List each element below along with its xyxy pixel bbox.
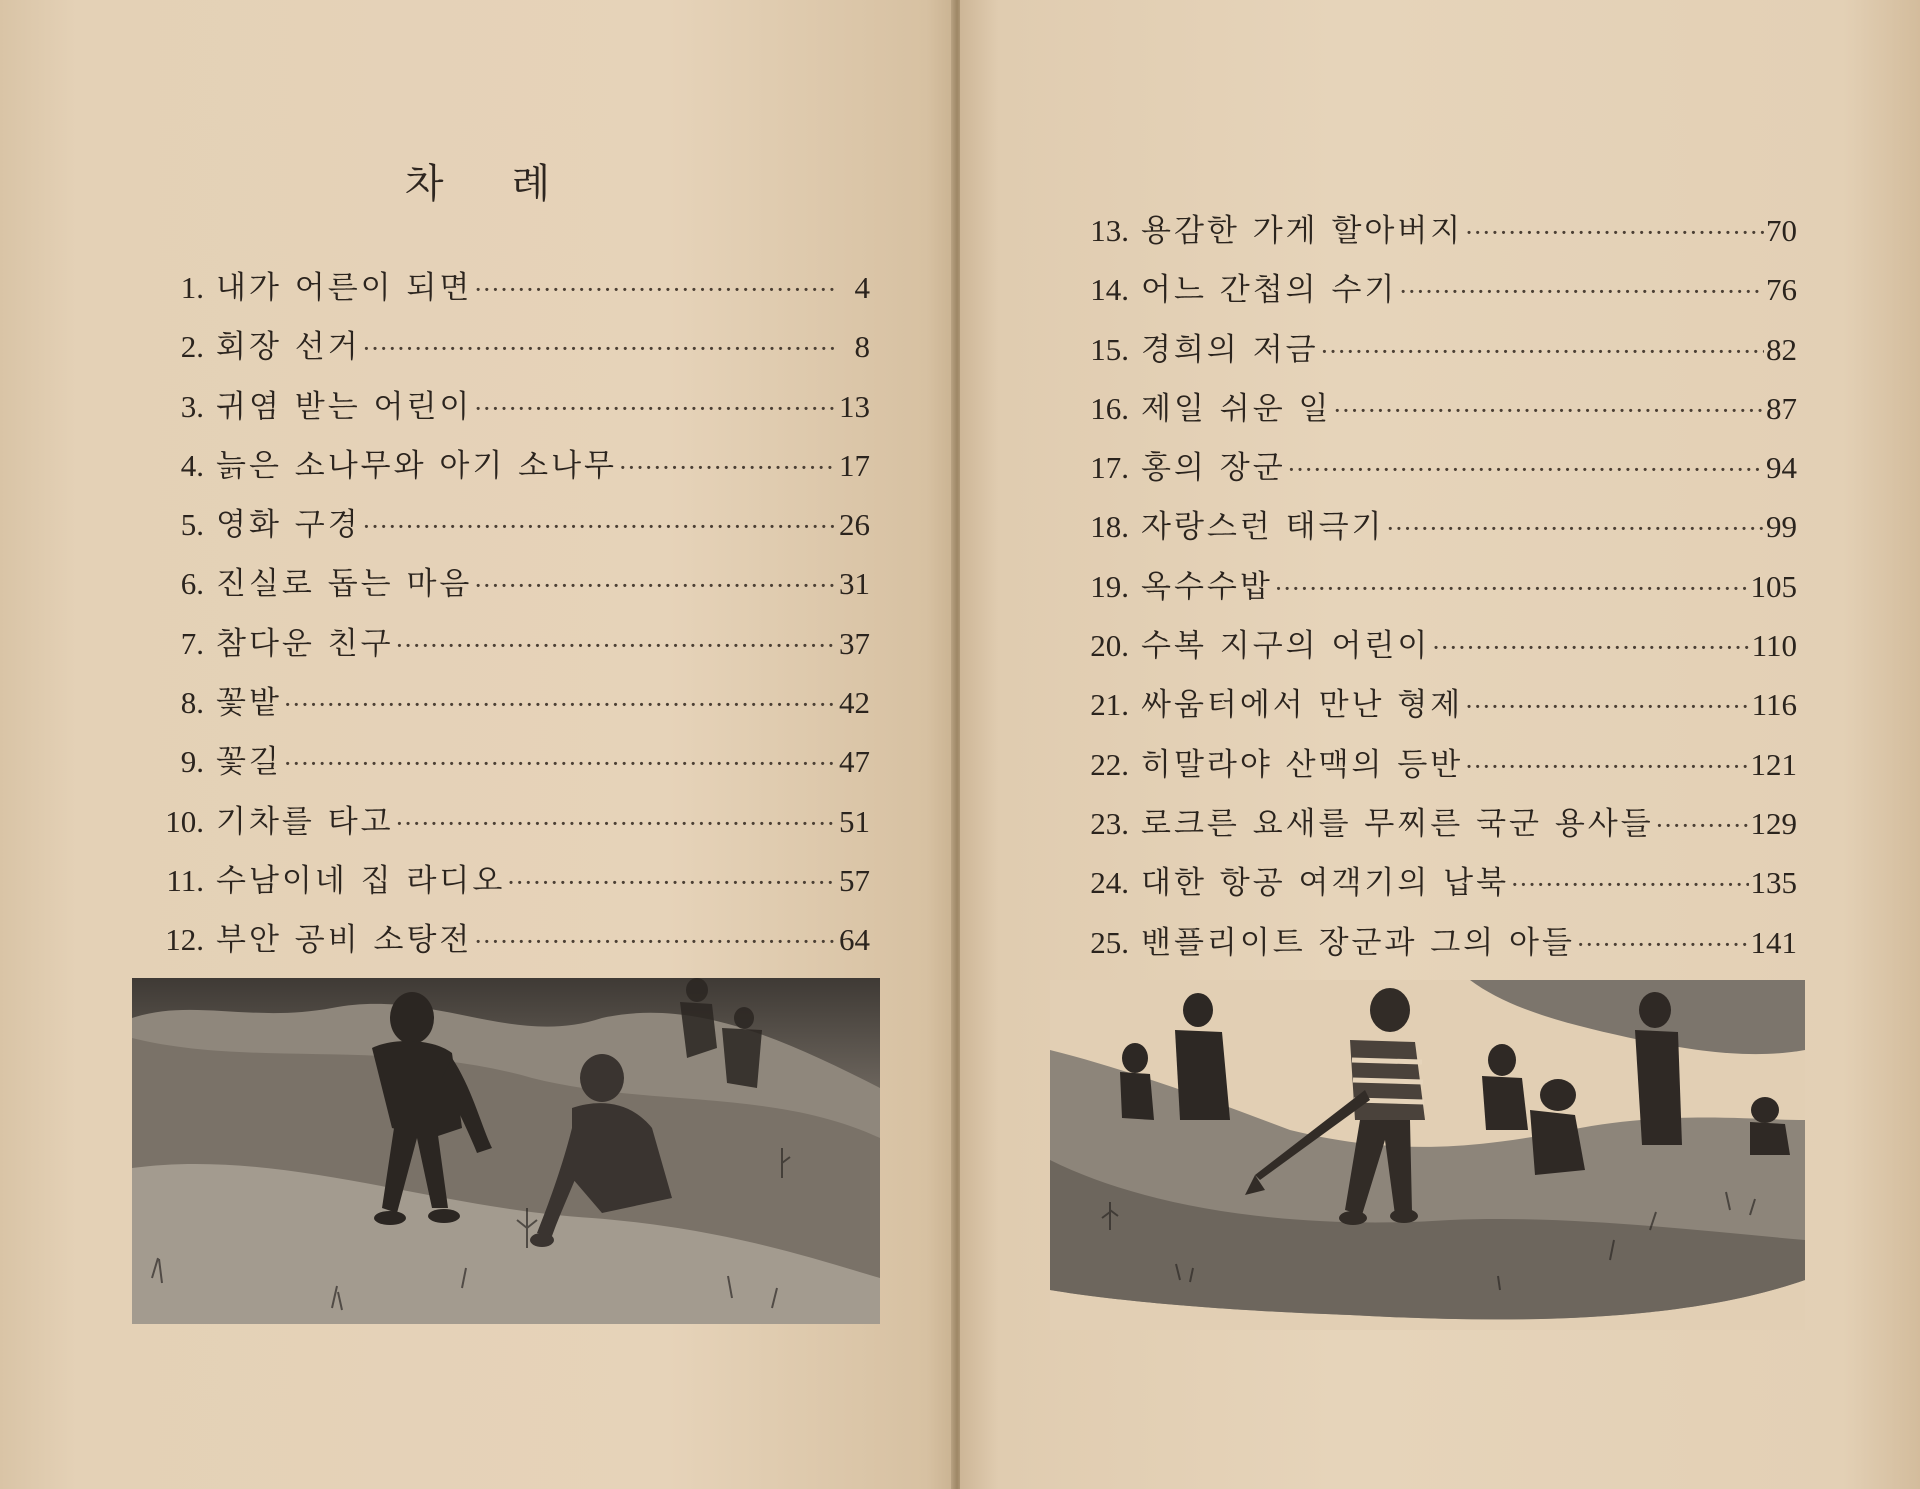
entry-title: 대한 항공 여객기의 납북 <box>1141 865 1510 902</box>
entry-number: 16. <box>1090 390 1129 426</box>
entry-number: 8. <box>180 685 204 721</box>
leader-dots <box>1465 753 1748 781</box>
entry-page: 94 <box>1766 450 1797 486</box>
toc-entry <box>1055 857 1797 916</box>
entry-title: 용감한 가게 할아버지 <box>1141 213 1464 249</box>
entry-number: 22. <box>1090 746 1129 782</box>
entry-title: 홍의 장군 <box>1141 450 1286 487</box>
entry-title: 부안 공비 소탕전 <box>216 922 473 959</box>
entry-number: 10. <box>165 803 204 839</box>
leader-dots <box>1432 634 1749 662</box>
entry-number: 4. <box>180 447 204 483</box>
entry-number: 13. <box>1090 213 1129 248</box>
leader-dots <box>284 691 837 719</box>
toc-heading-part-1: 차 <box>404 161 444 207</box>
toc-entry <box>130 736 870 795</box>
entry-number: 15. <box>1090 331 1129 367</box>
leader-dots <box>363 513 837 541</box>
entry-title: 영화 구경 <box>216 507 361 544</box>
leader-dots <box>619 454 837 482</box>
entry-page: 37 <box>839 625 870 661</box>
entry-title: 밴플리이트 장군과 그의 아들 <box>1141 924 1575 961</box>
entry-page: 42 <box>839 685 870 721</box>
toc-entry <box>130 855 870 914</box>
leader-dots <box>1465 693 1749 721</box>
entry-title: 참다운 친구 <box>216 625 394 662</box>
entry-title: 자랑스런 태극기 <box>1141 509 1385 546</box>
entry-title: 어느 간첩의 수기 <box>1141 272 1398 309</box>
entry-number: 23. <box>1090 805 1129 841</box>
toc-entry <box>1055 739 1797 798</box>
tree-planting-illustration-right <box>1050 980 1805 1330</box>
entry-page: 4 <box>854 270 870 305</box>
toc-list-right <box>1055 205 1797 976</box>
entry-number: 21. <box>1090 687 1129 723</box>
left-page <box>0 0 955 1489</box>
toc-entry <box>1055 561 1797 620</box>
toc-entry <box>130 499 870 558</box>
entry-title: 꽃길 <box>216 744 282 781</box>
entry-title: 경희의 저금 <box>1141 331 1319 368</box>
entry-title: 꽃밭 <box>216 685 282 722</box>
entry-page: 121 <box>1750 746 1797 782</box>
entry-page: 8 <box>854 329 870 365</box>
entry-number: 18. <box>1090 509 1129 545</box>
toc-entry <box>1055 917 1797 976</box>
entry-number: 19. <box>1090 568 1129 604</box>
toc-entry <box>1055 679 1797 738</box>
entry-page: 70 <box>1766 213 1797 248</box>
toc-entry <box>1055 324 1797 383</box>
entry-title: 진실로 돕는 마음 <box>216 566 473 603</box>
entry-page: 51 <box>839 803 870 839</box>
leader-dots <box>396 632 837 660</box>
entry-page: 82 <box>1766 331 1797 367</box>
entry-title: 회장 선거 <box>216 329 361 366</box>
toc-list-left <box>130 262 870 974</box>
entry-number: 5. <box>180 507 204 543</box>
entry-page: 47 <box>839 744 870 780</box>
leader-dots <box>507 869 837 897</box>
toc-entry <box>130 558 870 617</box>
entry-title: 로크른 요새를 무찌른 국군 용사들 <box>1141 805 1654 842</box>
entry-page: 76 <box>1766 272 1797 308</box>
toc-entry <box>130 796 870 855</box>
leader-dots <box>474 572 837 600</box>
entry-number: 20. <box>1090 628 1129 664</box>
entry-page: 99 <box>1766 509 1797 545</box>
entry-number: 25. <box>1090 924 1129 960</box>
entry-title: 옥수수밥 <box>1141 568 1273 605</box>
entry-page: 135 <box>1750 865 1797 901</box>
entry-number: 17. <box>1090 450 1129 486</box>
entry-title: 히말라야 산맥의 등반 <box>1141 746 1464 783</box>
toc-entry <box>130 677 870 736</box>
toc-entry <box>1055 205 1797 264</box>
entry-page: 13 <box>839 388 870 424</box>
entry-title: 기차를 타고 <box>216 803 394 840</box>
entry-page: 129 <box>1750 805 1797 841</box>
leader-dots <box>474 928 837 956</box>
leader-dots <box>474 276 838 304</box>
entry-number: 1. <box>180 270 204 305</box>
entry-title: 수복 지구의 어린이 <box>1141 628 1431 665</box>
leader-dots <box>1321 338 1764 366</box>
toc-entry <box>130 321 870 380</box>
leader-dots <box>284 750 837 778</box>
leader-dots <box>1275 575 1749 603</box>
leader-dots <box>1399 278 1764 306</box>
entry-number: 9. <box>180 744 204 780</box>
entry-title: 싸움터에서 만난 형제 <box>1141 687 1464 724</box>
entry-number: 7. <box>180 625 204 661</box>
entry-number: 2. <box>180 329 204 365</box>
entry-page: 105 <box>1750 568 1797 604</box>
leader-dots <box>1288 456 1764 484</box>
leader-dots <box>1577 931 1749 959</box>
entry-page: 57 <box>839 862 870 898</box>
leader-dots <box>1465 219 1764 247</box>
toc-entry <box>130 262 870 321</box>
entry-page: 141 <box>1750 924 1797 960</box>
leader-dots <box>396 810 837 838</box>
leader-dots <box>474 395 837 423</box>
entry-number: 3. <box>180 388 204 424</box>
entry-page: 110 <box>1751 628 1797 664</box>
toc-heading-part-2: 례 <box>511 161 551 207</box>
toc-heading <box>0 152 955 209</box>
entry-page: 26 <box>839 507 870 543</box>
entry-title: 귀염 받는 어린이 <box>216 388 473 425</box>
leader-dots <box>1386 515 1764 543</box>
entry-title: 늙은 소나무와 아기 소나무 <box>216 447 617 484</box>
entry-number: 6. <box>180 566 204 602</box>
entry-page: 64 <box>839 922 870 958</box>
toc-entry <box>1055 501 1797 560</box>
toc-entry <box>1055 264 1797 323</box>
toc-entry <box>1055 442 1797 501</box>
toc-entry <box>130 618 870 677</box>
entry-page: 87 <box>1766 390 1797 426</box>
toc-entry <box>130 381 870 440</box>
entry-page: 31 <box>839 566 870 602</box>
toc-entry <box>1055 620 1797 679</box>
toc-entry <box>1055 798 1797 857</box>
entry-page: 17 <box>839 447 870 483</box>
toc-entry <box>130 440 870 499</box>
entry-title: 내가 어른이 되면 <box>216 270 473 306</box>
leader-dots <box>1511 871 1748 899</box>
leader-dots <box>363 335 838 363</box>
entry-page: 116 <box>1751 687 1797 723</box>
toc-entry <box>1055 383 1797 442</box>
entry-number: 12. <box>165 922 204 958</box>
tree-planting-illustration-left <box>132 978 880 1324</box>
entry-title: 제일 쉬운 일 <box>1141 390 1332 427</box>
leader-dots <box>1333 397 1764 425</box>
entry-number: 11. <box>166 862 204 898</box>
entry-number: 24. <box>1090 865 1129 901</box>
leader-dots <box>1656 812 1749 840</box>
entry-title: 수남이네 집 라디오 <box>216 862 506 899</box>
toc-entry <box>130 914 870 973</box>
entry-number: 14. <box>1090 272 1129 308</box>
